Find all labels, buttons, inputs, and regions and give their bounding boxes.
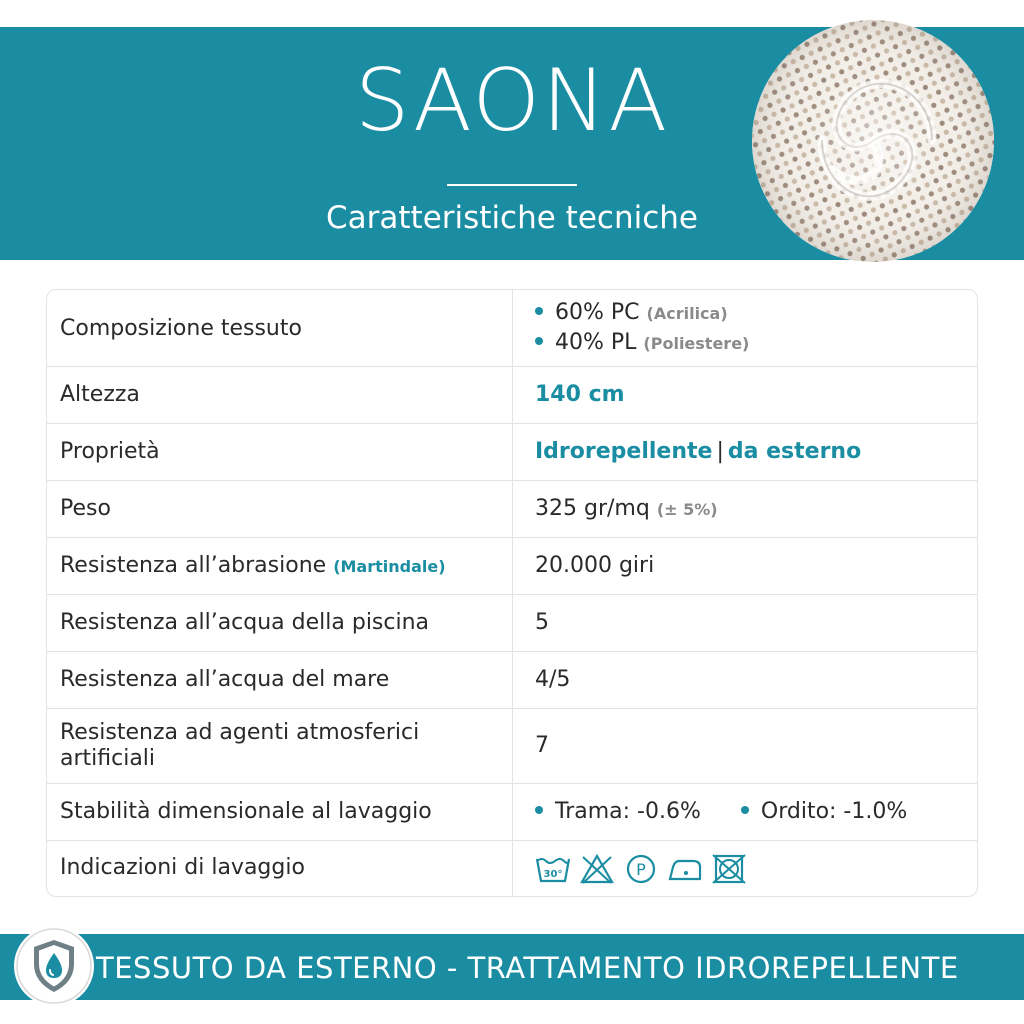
property-water-repellent: Idrorepellente <box>535 439 713 464</box>
weight-tolerance: (± 5%) <box>656 500 718 519</box>
composition-note: (Poliestere) <box>643 334 750 353</box>
footer-title: TESSUTO DA ESTERNO - TRATTAMENTO IDROREPELLENTE <box>96 951 959 985</box>
bullet-icon <box>741 806 749 814</box>
fabric-swatch-image <box>752 20 994 262</box>
no-bleach-icon <box>579 853 615 885</box>
property-separator: | <box>716 439 724 464</box>
table-row <box>47 366 977 424</box>
shield-badge <box>14 926 94 1006</box>
stability-weft: Trama: -0.6% <box>555 799 701 824</box>
bullet-icon <box>535 337 543 345</box>
pool-water-value: 5 <box>535 610 549 635</box>
pool-water-label: Resistenza all’acqua della piscina <box>60 610 430 635</box>
title-divider <box>447 184 577 186</box>
no-tumble-dry-icon <box>711 853 747 885</box>
page-subtitle: Caratteristiche tecniche <box>326 200 698 236</box>
washing-icons <box>535 853 747 885</box>
height-label: Altezza <box>60 382 140 407</box>
table-row <box>47 290 977 366</box>
weather-label-line1: Resistenza ad agenti atmosferici <box>60 720 420 745</box>
washing-label: Indicazioni di lavaggio <box>60 855 305 880</box>
table-row <box>47 480 977 538</box>
properties-label: Proprietà <box>60 439 160 464</box>
weather-value: 7 <box>535 733 549 758</box>
weather-label-line2: artificiali <box>60 746 156 771</box>
weight-label: Peso <box>60 496 111 521</box>
weight-value-wrap <box>535 496 718 523</box>
abrasion-label-wrap <box>60 553 446 580</box>
product-title: SAONA <box>354 51 670 151</box>
abrasion-method: (Martindale) <box>333 557 446 576</box>
sea-water-value: 4/5 <box>535 667 571 692</box>
wash-temp-label: 30° <box>543 869 563 880</box>
fabric-swatch-svg <box>752 20 994 262</box>
composition-item <box>535 300 728 327</box>
iron-low-icon <box>667 853 703 885</box>
dry-clean-p-icon <box>623 853 659 885</box>
stability-label: Stabilità dimensionale al lavaggio <box>60 799 432 824</box>
abrasion-value: 20.000 giri <box>535 553 655 578</box>
height-value: 140 cm <box>535 382 625 407</box>
table-row <box>47 783 977 841</box>
bullet-icon <box>535 307 543 315</box>
composition-item <box>535 330 749 357</box>
table-row <box>47 651 977 709</box>
property-outdoor: da esterno <box>727 439 862 464</box>
composition-main: 40% PL <box>555 330 637 355</box>
table-row <box>47 708 977 784</box>
stability-warp: Ordito: -1.0% <box>760 799 908 824</box>
table-row <box>47 423 977 481</box>
dry-clean-letter: P <box>636 860 646 879</box>
table-row <box>47 537 977 595</box>
composition-main: 60% PC <box>555 300 640 325</box>
composition-note: (Acrilica) <box>646 304 728 323</box>
wash-30-icon <box>535 853 571 885</box>
specs-table <box>46 289 978 897</box>
sea-water-label: Resistenza all’acqua del mare <box>60 667 390 692</box>
weight-value: 325 gr/mq <box>535 496 650 521</box>
table-row <box>47 840 977 897</box>
composition-label: Composizione tessuto <box>60 316 302 341</box>
properties-value <box>535 439 861 465</box>
abrasion-label: Resistenza all’abrasione <box>60 553 327 578</box>
bullet-icon <box>535 806 543 814</box>
table-row <box>47 594 977 652</box>
shield-water-drop-icon <box>14 926 94 1006</box>
stability-values <box>535 799 907 825</box>
